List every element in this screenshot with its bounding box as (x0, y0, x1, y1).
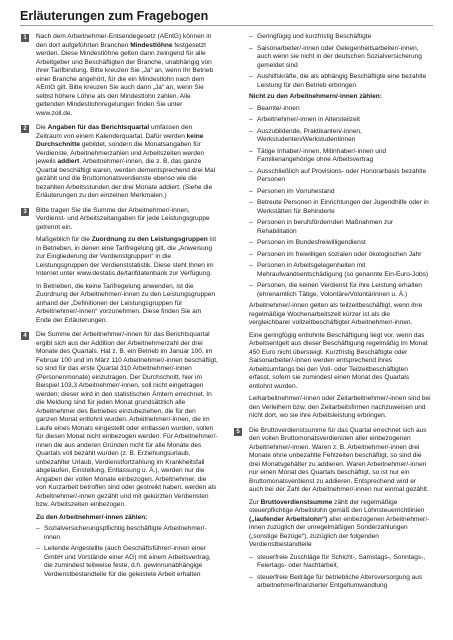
paragraph: In Betrieben, die keine Tarifregelung anwenden, ist die Zuordnung der Arbeitnehmer/-innen zu den Leistungsgruppen anhand der „Definitionen der Leistungsgruppen für Arbeitnehmer/-innen“ vorzunehmen. Diese finden Sie am Ende der Erläuterungen. (36, 282, 216, 324)
list-item: – Saisonarbeiter/-innen oder Gelegenheitsarbeiter/-innen, auch wenn sie nicht in der deutschen Sozialversicherung gemeldet sind (249, 45, 431, 71)
bold-term: („laufender Arbeitslohn“) (249, 515, 328, 523)
list-item: – Personen in Arbeitsgelegenheiten mit Mehraufwandsentschädigung (so genannte Ein-Euro-Jobs) (249, 262, 431, 279)
list-item: – Arbeitnehmer/-innen in Altersteilzeit (249, 116, 431, 125)
exclude-list (249, 105, 431, 300)
list-item: – Personen, die keinen Verdienst für ihre Leistung erhalten (ehrenamtlich Tätige, Volontäre/Volontärinnen u. Ä.) (249, 282, 431, 299)
paragraph: Die Bruttoverdienstsumme für das Quartal errechnet sich aus den vollen Bruttomonatsverdiensten aller einbezogenen Arbeitnehmer/-innen. Waren z. B. Arbeitnehmer/-innen drei Monate ohne unbezahlte Fehlzeiten beschäftigt, so sind die drei Monatsgehälter zu addieren. Waren Arbeitnehmer/-innen nur einen Monat des Quartals beschäftigt, so ist nur ein Bruttomonatsverdienst zu addieren. Entsprechend wird er auch bei der Zahl der Arbeitnehmer/-innen nur einmal gezählt. (249, 426, 429, 493)
bold-term: Angaben für das Berichtsquartal (47, 124, 150, 131)
bold-term: Zuordnung zu den Leistungsgruppen (91, 236, 208, 243)
left-column (20, 33, 218, 585)
include-heading: Zu den Arbeitnehmer/-innen zählen: (36, 513, 148, 521)
section-4 (20, 331, 218, 579)
section-5 (233, 427, 431, 591)
paragraph: Leiharbeitnehmer/-innen oder Zeitarbeitnehmer/-innen sind bei den Verleihern bzw. den Zeitarbeitsfirmen nachzuweisen und nicht dort, wo sie ihre Arbeitsleistung erbringen. (249, 395, 431, 419)
section-number-badge: 5 (234, 428, 242, 436)
list-item: – Tätige Inhaber/-innen, Mitinhaber/-innen und Familienangehörige ohne Arbeitsvertrag (249, 148, 431, 165)
list-item: – Sozialversicherungspflichtig beschäftigte Arbeitnehmer/-innen (36, 525, 218, 542)
paragraph: Die Angaben für das Berichtsquartal umfassen den Zeitraum von einem Kalenderquartal. Dafür werden keine Durchschnitte gebildet, sondern die Monatsangaben für Verdienste, Arbeitnehmerzahlen und Arbeitszeiten werden jeweils addiert. Arbeitnehmer/-innen, die z. B. das ganze Quartal beschäftigt waren, werden dementsprechend drei Mal gezählt und die Bruttomonatsverdienste ebenso wie die bezahlten Arbeitsstunden der drei Monate addiert. (Siehe die Erläuterungen zu den einzelnen Merkmalen.) (36, 124, 216, 199)
section-4-continued (233, 33, 431, 421)
list-item: – Personen im freiwilligen sozialen oder ökologischen Jahr (249, 251, 431, 260)
list-item: – Betreute Personen in Einrichtungen der Jugendhilfe oder in Werkstätten für Behinderte (249, 199, 431, 216)
list-item: – steuerfreie Beiträge für betriebliche Altersversorgung aus arbeitnehmerfinanzierter Entgeltumwandlung (249, 574, 431, 591)
paragraph: Arbeitnehmer/-innen gelten als teilzeitbeschäftigt, wenn ihre regelmäßige Wochenarbeitszeit kürzer ist als die vergleichbarer vollzeitbeschäftigter Arbeitnehmer/-innen. (249, 302, 423, 326)
list-item: – Aushilfskräfte, die als abhängig Beschäftigte eine bezahlte Leistung für den Betrieb erbringen (249, 73, 431, 90)
bold-term: Bruttoverdienstsumme (260, 498, 333, 506)
section-number-badge: 3 (21, 208, 29, 216)
paragraph: Eine geringfügig entlohnte Beschäftigung liegt vor, wenn das Arbeitsentgelt aus dieser Beschäftigung regelmäßig im Monat 450 Euro nicht übersteigt. Kurzfristig Beschäftigte oder Saisonarbeiter/-innen werden entsprechend ihres Arbeitsumfangs bei den Voll- oder Teilzeitbeschäftigten erfasst, sofern sie zumindest einen Monat des Quartals entlohnt wurden. (249, 331, 428, 390)
paragraph: Bitte tragen Sie die Summe der Arbeitnehmer/-innen, Verdienst- und Arbeitszeitangaben für jede Leistungsgruppe getrennt ein. (36, 206, 210, 231)
page-title: Erläuterungen zum Fragebogen (20, 9, 209, 23)
section-1 (20, 33, 218, 118)
section-number-badge: 4 (21, 332, 29, 340)
title-rule (20, 25, 433, 26)
list-item: – steuerfreie Zuschläge für Schicht-, Samstags-, Sonntags-, Feiertags- oder Nachtarbeit, (249, 554, 431, 571)
list-item: – Beamte/-innen (249, 105, 431, 114)
list-item: – Personen im Vorruhestand (249, 188, 431, 197)
list-item: – Ausschließlich auf Provisions- oder Honorarbasis bezahlte Personen (249, 168, 431, 185)
section-3 (20, 207, 218, 326)
bold-term: Mindestlöhne (130, 41, 173, 49)
list-item: – Personen in berufsfördernden Maßnahmen zur Rehabilitation (249, 219, 431, 236)
bold-term: addiert (57, 158, 80, 165)
list-item: – Personen im Bundesfreiwilligendienst (249, 239, 431, 248)
include-list (36, 525, 218, 579)
bold-term: keine Durchschnitte (36, 132, 204, 148)
paragraph: Maßgeblich für die Zuordnung zu den Leistungsgruppen ist in Betrieben, in denen eine Tarifregelung gilt, die „Anweisung zur Eingliederung der Verdienstgruppen“ in die Leistungsgruppen der Verdienststatistik. Diese steht Ihnen im Internet unter www.destatis.de/tarifdatenbank zur Verfügung. (36, 236, 217, 277)
list-item: – Auszubildende, Praktikanten/-innen, Werkstudenten/Werkstudentinnen (249, 128, 431, 145)
section-number-badge: 2 (21, 125, 29, 133)
section-number-badge: 1 (21, 34, 29, 42)
include-list-continued (249, 33, 431, 90)
paragraph: Die Summe der Arbeitnehmer/-innen für das Berichtsquartal ergibt sich aus der Addition der Arbeitnehmerzahl der drei Monate des Quartals. Hat z. B. ein Betrieb im Januar 100, im Februar 100 und im März 110 Arbeitnehmer/-innen beschäftigt, so sind für das erste Quartal 310 Arbeitnehmer/-innen (Personenmonate) einzutragen. Der Durchschnitt, hier im Beispiel 103,3 Arbeitnehmer/-innen, soll nicht eingetragen werden; dieser wird in den statistischen Ämtern errechnet. In die Meldung sind für jeden Monat grundsätzlich alle Arbeitnehmer des Betriebes einzubeziehen, die für den ganzen Monat entlohnt wurden. Arbeitnehmer/-innen, die im Laufe eines Monats eingestellt oder entlassen wurden, sollen für diesen Monat nicht einbezogen werden. Für Arbeitnehmer/-innen die aus anderen Gründen nicht für alle Monate des Quartals voll bezahlt wurden (z. B. Erziehungsurlaub, unbezahlter Urlaub, Verdienstfortzahlung im Krankheitsfall abgelaufen, Einstellung, Entlassung u. Ä.), werden nur die Angaben der vollen Monate einbezogen. Arbeitnehmer, die von Kurzarbeit betroffen sind oder gestreikt haben, werden als Arbeitnehmer/-innen gezählt und mit gekürzten Verdiensten bzw. Arbeitszeiten einbezogen. (36, 331, 218, 508)
section-2 (20, 124, 218, 201)
list-item: – Leitende Angestellte (auch Geschäftsführer/-innen einer GmbH und Vorstände einer AG) mit einem Arbeitsvertrag, die zumindest teilweise feste, d.h. gewinnunabhängige Verdienstbestandteile für die geleistete Arbeit erhalten (36, 545, 218, 579)
right-column (233, 33, 431, 597)
list-item: – Geringfügig und kurzfristig Beschäftigte (249, 33, 431, 42)
paragraph: Zur Bruttoverdienstsumme zählt der regelmäßige steuerpflichtige Arbeitslohn gemäß den Lohnsteuerrichtlinien („laufender Arbeitslohn“) aller einbezogenen Arbeitnehmer/-innen zuzüglich der unregelmäßigen Sonderzahlungen („sonstige Bezüge“), zuzüglich der folgenden Verdienstbestandteile (249, 498, 430, 548)
supplement-list (249, 554, 431, 591)
exclude-heading: Nicht zu den Arbeitnehmern/-innen zählen: (249, 93, 382, 100)
paragraph: Nach dem Arbeitnehmer-Entsendegesetz (AEntG) können in den dort aufgeführten Branchen Mindestlöhne festgesetzt werden. Diese Mindestlöhne gelten dann zwingend für alle Arbeitgeber und Beschäftigten der Branche, unabhängig von ihrer Tarifbindung. Bitte kreuzen Sie „Ja“ an, wenn Ihr Betrieb einer Branche angehört, für die ein Mindestlohn nach dem AEntG gilt. Bitte kreuzen Sie auch dann „Ja“ an, wenn Sie selbst höhere Löhne als den Mindestlohn zahlen. Alle geltenden Mindestlohnregelungen finden Sie unter www.zoll.de. (36, 33, 214, 117)
